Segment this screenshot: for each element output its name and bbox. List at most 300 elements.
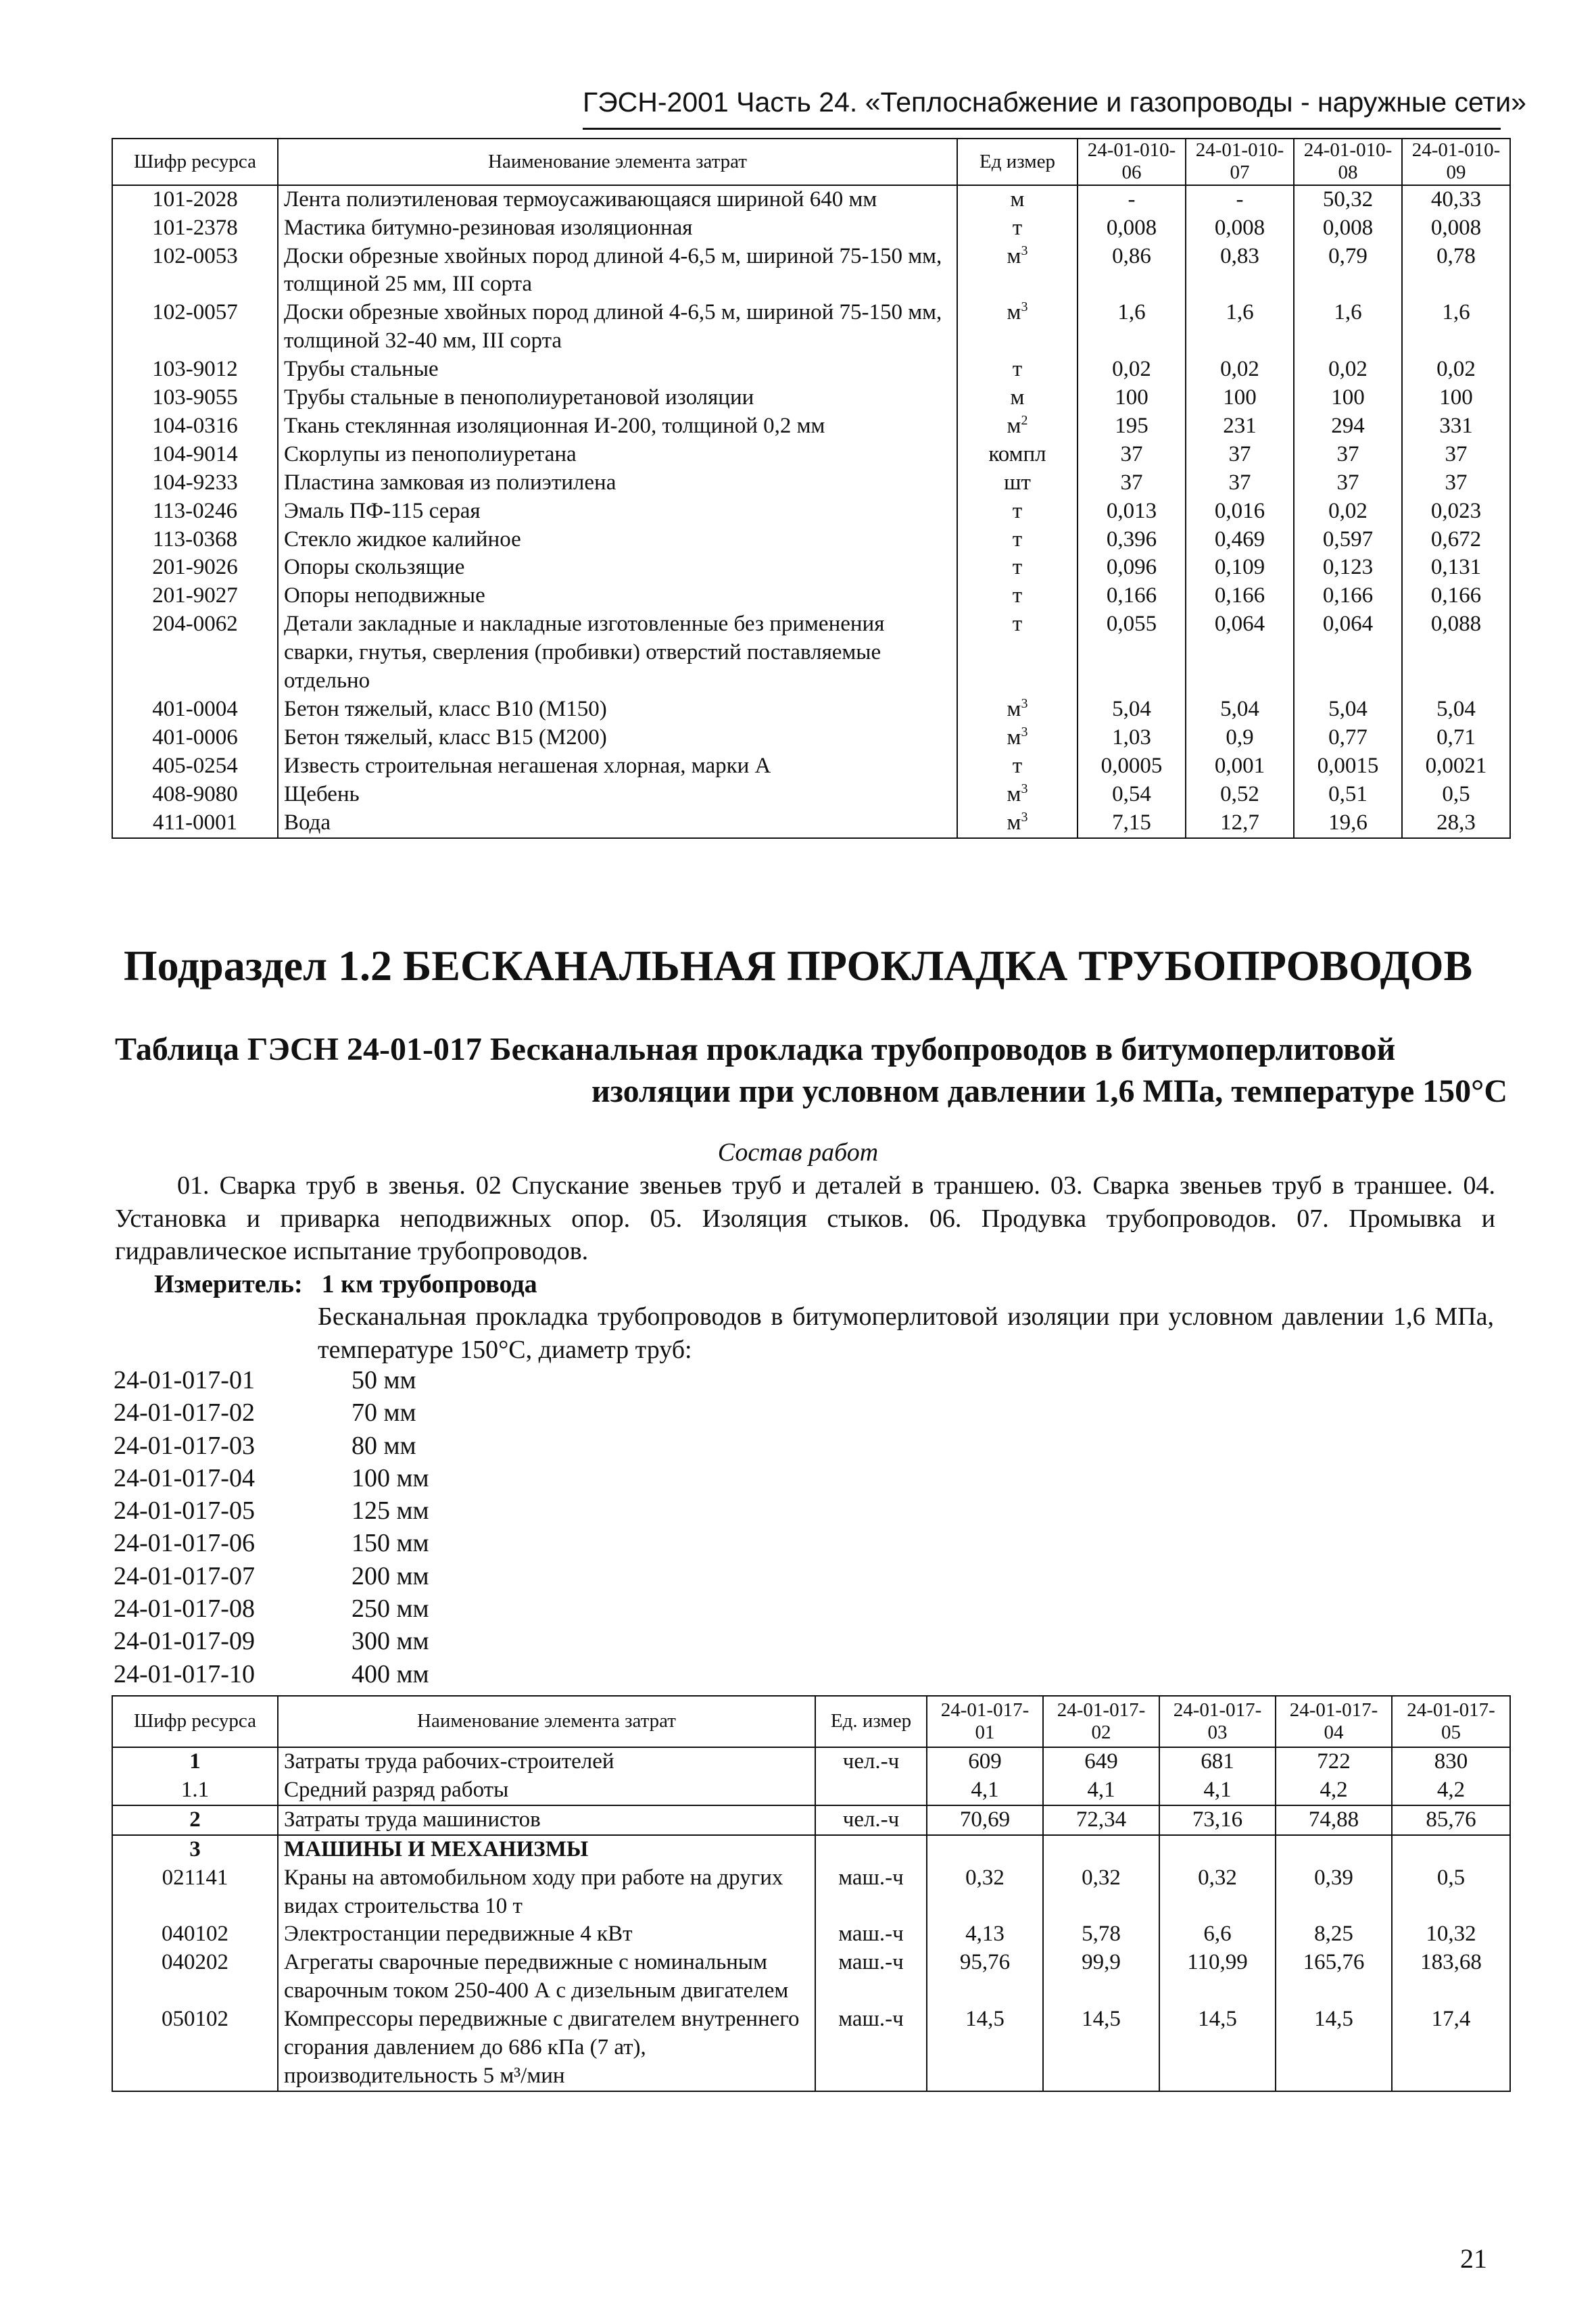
value-cell: 0,023 (1402, 497, 1510, 526)
table-body (112, 1747, 1510, 2091)
diameter-list (114, 1364, 429, 1690)
value-cell: 0,02 (1078, 356, 1186, 384)
value-cell: 12,7 (1186, 809, 1294, 838)
composition-text: 01. Сварка труб в звенья. 02 Спускание звеньев труб и деталей в траншею. 03. Сварка звеньев труб в траншее. 04. Установка и приварка неподвижных опор. 05. Изоляция стыков. 06. Продувка трубопроводов. 07. Промывка и гидравлическое испытание трубопроводов. (115, 1171, 1495, 1266)
value-cell: 4,2 (1276, 1776, 1392, 1805)
value-cell (1043, 1835, 1159, 1864)
header-col: 24-01-010-09 (1402, 139, 1510, 185)
value-cell: 722 (1276, 1747, 1392, 1776)
value-cell: 0,86 (1078, 243, 1186, 299)
unit: шт (1004, 470, 1031, 495)
value-cell: 14,5 (1043, 2005, 1159, 2091)
value-cell: - (1078, 185, 1186, 214)
unit-cell (957, 582, 1078, 610)
resource-name: Трубы стальные в пенополиуретановой изоляции (278, 384, 957, 412)
value-cell: 0,109 (1186, 554, 1294, 582)
value-cell: 1,03 (1078, 724, 1186, 752)
list-item (114, 1560, 429, 1592)
unit-cell (957, 441, 1078, 469)
table-row (112, 809, 1510, 838)
unit: т (1012, 555, 1023, 580)
resource-name: Трубы стальные (278, 356, 957, 384)
value-cell: 195 (1078, 412, 1186, 441)
value-cell: 0,672 (1402, 526, 1510, 554)
list-item (114, 1658, 429, 1690)
list-item (114, 1462, 429, 1494)
value-cell (927, 1835, 1043, 1864)
unit: маш.-ч (815, 2005, 927, 2091)
value-cell: 649 (1043, 1747, 1159, 1776)
table-row (112, 1776, 1510, 1805)
unit: т (1012, 527, 1023, 552)
header-col: 24-01-010-08 (1294, 139, 1402, 185)
unit: м (1007, 243, 1021, 268)
value-cell: 830 (1392, 1747, 1510, 1776)
unit-cell (957, 356, 1078, 384)
value-cell: 6,6 (1159, 1920, 1276, 1949)
header-col: 24-01-017-02 (1043, 1696, 1159, 1747)
table-body (112, 185, 1510, 838)
value-cell: 19,6 (1294, 809, 1402, 838)
value-cell: 37 (1294, 441, 1402, 469)
table-row (112, 299, 1510, 356)
value-cell: 17,4 (1392, 2005, 1510, 2091)
resource-name: Щебень (278, 781, 957, 809)
unit-cell (957, 724, 1078, 752)
table-row (112, 582, 1510, 610)
value-cell: 1,6 (1294, 299, 1402, 356)
value-cell: 37 (1078, 441, 1186, 469)
resource-name: Бетон тяжелый, класс В15 (М200) (278, 724, 957, 752)
unit: т (1012, 612, 1023, 637)
resource-name: Пластина замковая из полиэтилена (278, 469, 957, 497)
resource-code: 2 (112, 1805, 278, 1835)
unit: м (1007, 725, 1021, 750)
norm-code: 24-01-017-03 (114, 1431, 255, 1460)
header-code: Шифр ресурса (112, 139, 278, 185)
unit-exponent: 3 (1021, 243, 1028, 258)
value-cell: 0,008 (1078, 214, 1186, 243)
resource-name: Опоры скользящие (278, 554, 957, 582)
resource-code: 204-0062 (112, 610, 278, 696)
table-row (112, 497, 1510, 526)
resource-code: 104-9233 (112, 469, 278, 497)
value-cell: 72,34 (1043, 1805, 1159, 1835)
unit-cell (957, 497, 1078, 526)
resource-code: 021141 (112, 1864, 278, 1921)
value-cell: 14,5 (1276, 2005, 1392, 2091)
value-cell: - (1186, 185, 1294, 214)
unit (815, 1776, 927, 1805)
norm-code: 24-01-017-10 (114, 1659, 255, 1688)
unit: м (1010, 187, 1025, 212)
header-col: 24-01-010-07 (1186, 139, 1294, 185)
value-cell: 14,5 (927, 2005, 1043, 2091)
meter-line (154, 1269, 537, 1299)
header-code: Шифр ресурса (112, 1696, 278, 1747)
pipe-diameter: 125 мм (352, 1496, 429, 1526)
header-unit: Ед. измер (815, 1696, 927, 1747)
value-cell: 0,02 (1186, 356, 1294, 384)
value-cell (1159, 1835, 1276, 1864)
value-cell: 4,2 (1392, 1776, 1510, 1805)
table-row (112, 696, 1510, 724)
unit: компл (988, 441, 1046, 466)
resource-name: Агрегаты сварочные передвижные с номинальным сварочным током 250-400 А с дизельным двигателем (278, 1949, 815, 2005)
unit (815, 1835, 927, 1864)
unit: чел.-ч (815, 1805, 927, 1835)
value-cell: 0,013 (1078, 497, 1186, 526)
value-cell: 0,131 (1402, 554, 1510, 582)
table-row (112, 554, 1510, 582)
resource-code: 408-9080 (112, 781, 278, 809)
value-cell: 73,16 (1159, 1805, 1276, 1835)
unit: маш.-ч (815, 1920, 927, 1949)
unit-cell (957, 469, 1078, 497)
value-cell: 0,055 (1078, 610, 1186, 696)
resource-name: Средний разряд работы (278, 1776, 815, 1805)
resource-code: 102-0057 (112, 299, 278, 356)
value-cell: 609 (927, 1747, 1043, 1776)
value-cell: 183,68 (1392, 1949, 1510, 2005)
pipe-diameter: 150 мм (352, 1529, 429, 1558)
header-unit: Ед измер (957, 139, 1078, 185)
header-col: 24-01-017-04 (1276, 1696, 1392, 1747)
table-row (112, 724, 1510, 752)
value-cell: 1,6 (1402, 299, 1510, 356)
value-cell: 0,016 (1186, 497, 1294, 526)
value-cell: 0,0015 (1294, 752, 1402, 781)
unit-exponent: 3 (1021, 781, 1028, 796)
list-item (114, 1527, 429, 1559)
composition-heading: Состав работ (717, 1138, 879, 1167)
table-row (112, 526, 1510, 554)
table-row (112, 1920, 1510, 1949)
resource-code: 103-9055 (112, 384, 278, 412)
resource-name: Электростанции передвижные 4 кВт (278, 1920, 815, 1949)
unit-cell (957, 384, 1078, 412)
header-col: 24-01-017-05 (1392, 1696, 1510, 1747)
resource-name: Затраты труда машинистов (278, 1805, 815, 1835)
value-cell: 99,9 (1043, 1949, 1159, 2005)
value-cell: 0,166 (1294, 582, 1402, 610)
table-title-line-1: Таблица ГЭСН 24-01-017 Бесканальная прокладка трубопроводов в битумоперлитовой (115, 1031, 1396, 1067)
meter-value: 1 км трубопровода (321, 1270, 537, 1298)
value-cell: 4,1 (927, 1776, 1043, 1805)
resource-code: 113-0368 (112, 526, 278, 554)
value-cell: 0,008 (1186, 214, 1294, 243)
resource-name: Эмаль ПФ-115 серая (278, 497, 957, 526)
unit-cell (957, 243, 1078, 299)
resource-name: Лента полиэтиленовая термоусаживающаяся шириной 640 мм (278, 185, 957, 214)
resource-code: 405-0254 (112, 752, 278, 781)
value-cell: 85,76 (1392, 1805, 1510, 1835)
value-cell: 294 (1294, 412, 1402, 441)
resource-name: Мастика битумно-резиновая изоляционная (278, 214, 957, 243)
unit-exponent: 3 (1021, 724, 1028, 739)
value-cell: 0,008 (1402, 214, 1510, 243)
unit-cell (957, 185, 1078, 214)
pipe-diameter: 300 мм (352, 1627, 429, 1656)
list-item (114, 1430, 429, 1462)
value-cell: 0,096 (1078, 554, 1186, 582)
list-item (114, 1364, 429, 1396)
table-row (112, 384, 1510, 412)
page-number: 21 (1460, 2243, 1487, 2274)
value-cell: 0,166 (1078, 582, 1186, 610)
resource-name: Известь строительная негашеная хлорная, марки А (278, 752, 957, 781)
value-cell: 5,04 (1402, 696, 1510, 724)
unit-exponent: 3 (1021, 299, 1028, 315)
value-cell: 100 (1294, 384, 1402, 412)
value-cell: 14,5 (1159, 2005, 1276, 2091)
value-cell: 0,166 (1402, 582, 1510, 610)
unit-exponent: 3 (1021, 809, 1028, 825)
resource-name: Затраты труда рабочих-строителей (278, 1747, 815, 1776)
value-cell (1276, 1835, 1392, 1864)
resource-code: 401-0006 (112, 724, 278, 752)
table-row (112, 2005, 1510, 2091)
value-cell: 0,064 (1294, 610, 1402, 696)
resource-name: Доски обрезные хвойных пород длиной 4-6,5 м, шириной 75-150 мм, толщиной 25 мм, III сорта (278, 243, 957, 299)
value-cell: 0,02 (1294, 497, 1402, 526)
header-col: 24-01-017-03 (1159, 1696, 1276, 1747)
resource-name: Компрессоры передвижные с двигателем внутреннего сгорания давлением до 686 кПа (7 ат), производительность 5 м³/мин (278, 2005, 815, 2091)
value-cell (1392, 1835, 1510, 1864)
table-row (112, 1949, 1510, 2005)
resource-name: Вода (278, 809, 957, 838)
pipe-diameter: 250 мм (352, 1594, 429, 1624)
value-cell: 0,008 (1294, 214, 1402, 243)
resource-name: Доски обрезные хвойных пород длиной 4-6,5 м, шириной 75-150 мм, толщиной 32-40 мм, III сорта (278, 299, 957, 356)
value-cell: 1,6 (1186, 299, 1294, 356)
list-item (114, 1396, 429, 1429)
unit-cell (957, 781, 1078, 809)
resource-code: 104-0316 (112, 412, 278, 441)
table-row (112, 781, 1510, 809)
resource-code: 401-0004 (112, 696, 278, 724)
value-cell: 0,32 (927, 1864, 1043, 1921)
pipe-diameter: 50 мм (352, 1366, 416, 1394)
unit: м (1007, 697, 1021, 721)
value-cell: 100 (1186, 384, 1294, 412)
unit-cell (957, 610, 1078, 696)
value-cell: 110,99 (1159, 1949, 1276, 2005)
value-cell: 10,32 (1392, 1920, 1510, 1949)
resource-name: Детали закладные и накладные изготовленные без применения сварки, гнутья, сверления (пробивки) отверстий поставляемые отдельно (278, 610, 957, 696)
unit: м (1007, 413, 1021, 438)
resource-code: 103-9012 (112, 356, 278, 384)
header-name: Наименование элемента затрат (278, 1696, 815, 1747)
value-cell: 0,78 (1402, 243, 1510, 299)
meter-label: Измеритель: (154, 1270, 303, 1298)
table-row (112, 1805, 1510, 1835)
unit: т (1012, 583, 1023, 608)
value-cell: 4,13 (927, 1920, 1043, 1949)
unit-cell (957, 752, 1078, 781)
value-cell: 0,064 (1186, 610, 1294, 696)
subsection-title: Подраздел 1.2 БЕСКАНАЛЬНАЯ ПРОКЛАДКА ТРУБОПРОВОДОВ (123, 942, 1473, 990)
unit: т (1012, 498, 1023, 523)
value-cell: 28,3 (1402, 809, 1510, 838)
table-title-line-2: изоляции при условном давлении 1,6 МПа, температуре 150°С (591, 1073, 1507, 1110)
value-cell: 0,123 (1294, 554, 1402, 582)
table-row (112, 1864, 1510, 1921)
unit: м (1007, 810, 1021, 835)
value-cell: 0,469 (1186, 526, 1294, 554)
value-cell: 0,001 (1186, 752, 1294, 781)
resource-code: 101-2378 (112, 214, 278, 243)
header-name: Наименование элемента затрат (278, 139, 957, 185)
value-cell: 0,166 (1186, 582, 1294, 610)
resource-code: 1.1 (112, 1776, 278, 1805)
value-cell: 0,83 (1186, 243, 1294, 299)
resource-code: 040202 (112, 1949, 278, 2005)
value-cell: 331 (1402, 412, 1510, 441)
value-cell: 0,39 (1276, 1864, 1392, 1921)
unit-cell (957, 696, 1078, 724)
value-cell: 0,9 (1186, 724, 1294, 752)
norm-code: 24-01-017-04 (114, 1463, 255, 1492)
value-cell: 95,76 (927, 1949, 1043, 2005)
value-cell: 0,02 (1402, 356, 1510, 384)
value-cell: 0,54 (1078, 781, 1186, 809)
table-row (112, 1747, 1510, 1776)
list-item (114, 1592, 429, 1625)
resource-name: Ткань стеклянная изоляционная И-200, толщиной 0,2 мм (278, 412, 957, 441)
value-cell: 5,04 (1186, 696, 1294, 724)
value-cell: 0,79 (1294, 243, 1402, 299)
resource-code: 050102 (112, 2005, 278, 2091)
resource-code: 201-9026 (112, 554, 278, 582)
value-cell: 5,04 (1294, 696, 1402, 724)
value-cell: 100 (1402, 384, 1510, 412)
unit-exponent: 2 (1021, 412, 1028, 428)
table-row (112, 185, 1510, 214)
resource-code: 411-0001 (112, 809, 278, 838)
list-item (114, 1625, 429, 1657)
norm-code: 24-01-017-05 (114, 1496, 255, 1526)
norm-code: 24-01-017-02 (114, 1398, 255, 1428)
value-cell: 37 (1078, 469, 1186, 497)
pipe-diameter: 400 мм (352, 1659, 429, 1688)
value-cell: 0,5 (1402, 781, 1510, 809)
resource-code: 3 (112, 1835, 278, 1864)
value-cell: 100 (1078, 384, 1186, 412)
resource-name: Краны на автомобильном ходу при работе на других видах строительства 10 т (278, 1864, 815, 1921)
header-col: 24-01-010-06 (1078, 139, 1186, 185)
value-cell: 8,25 (1276, 1920, 1392, 1949)
norm-code: 24-01-017-07 (114, 1561, 255, 1590)
norm-code: 24-01-017-06 (114, 1529, 255, 1558)
unit: т (1012, 753, 1023, 778)
value-cell: 0,396 (1078, 526, 1186, 554)
unit-cell (957, 554, 1078, 582)
value-cell: 4,1 (1043, 1776, 1159, 1805)
value-cell: 231 (1186, 412, 1294, 441)
value-cell: 37 (1402, 469, 1510, 497)
resource-name: Опоры неподвижные (278, 582, 957, 610)
resource-name: Бетон тяжелый, класс В10 (М150) (278, 696, 957, 724)
table-row (112, 1835, 1510, 1864)
resource-code: 101-2028 (112, 185, 278, 214)
value-cell: 5,78 (1043, 1920, 1159, 1949)
unit-cell (957, 299, 1078, 356)
table-row (112, 214, 1510, 243)
resource-name: Скорлупы из пенополиуретана (278, 441, 957, 469)
unit: чел.-ч (815, 1747, 927, 1776)
table-row (112, 356, 1510, 384)
value-cell: 37 (1186, 469, 1294, 497)
value-cell: 37 (1402, 441, 1510, 469)
pipe-diameter: 200 мм (352, 1561, 429, 1590)
value-cell: 0,71 (1402, 724, 1510, 752)
resources-table-24-01-017 (112, 1695, 1511, 2092)
pipe-diameter: 80 мм (352, 1431, 416, 1460)
table-row (112, 610, 1510, 696)
running-header: ГЭСН-2001 Часть 24. «Теплоснабжение и газопроводы - наружные сети» (583, 87, 1501, 130)
unit: м (1007, 781, 1021, 806)
unit: т (1012, 357, 1023, 382)
unit-cell (957, 412, 1078, 441)
value-cell: 0,0021 (1402, 752, 1510, 781)
value-cell: 0,088 (1402, 610, 1510, 696)
value-cell: 0,77 (1294, 724, 1402, 752)
unit-cell (957, 526, 1078, 554)
table-row (112, 441, 1510, 469)
value-cell: 5,04 (1078, 696, 1186, 724)
value-cell: 40,33 (1402, 185, 1510, 214)
value-cell: 0,32 (1159, 1864, 1276, 1921)
resource-code: 1 (112, 1747, 278, 1776)
value-cell: 0,52 (1186, 781, 1294, 809)
value-cell: 1,6 (1078, 299, 1186, 356)
resource-code: 201-9027 (112, 582, 278, 610)
unit: т (1012, 215, 1023, 240)
value-cell: 7,15 (1078, 809, 1186, 838)
norm-code: 24-01-017-01 (114, 1366, 255, 1394)
norm-code: 24-01-017-09 (114, 1627, 255, 1656)
value-cell: 50,32 (1294, 185, 1402, 214)
value-cell: 0,0005 (1078, 752, 1186, 781)
value-cell: 165,76 (1276, 1949, 1392, 2005)
resource-code: 104-9014 (112, 441, 278, 469)
pipe-diameter: 100 мм (352, 1463, 429, 1492)
value-cell: 37 (1186, 441, 1294, 469)
resource-name: МАШИНЫ И МЕХАНИЗМЫ (278, 1835, 815, 1864)
unit: маш.-ч (815, 1864, 927, 1921)
table-title (115, 1029, 1507, 1113)
header-col: 24-01-017-01 (927, 1696, 1043, 1747)
resources-table-24-01-010 (112, 138, 1511, 839)
resource-code: 113-0246 (112, 497, 278, 526)
norm-code: 24-01-017-08 (114, 1594, 255, 1624)
resource-code: 102-0053 (112, 243, 278, 299)
value-cell: 0,5 (1392, 1864, 1510, 1921)
table-row (112, 752, 1510, 781)
value-cell: 4,1 (1159, 1776, 1276, 1805)
table-row (112, 469, 1510, 497)
value-cell: 681 (1159, 1747, 1276, 1776)
unit: маш.-ч (815, 1949, 927, 2005)
description: Бесканальная прокладка трубопроводов в битумоперлитовой изоляции при условном давлении 1,6 МПа, температуре 150°С, диаметр труб: (318, 1302, 1494, 1364)
unit-exponent: 3 (1021, 696, 1028, 711)
value-cell: 0,02 (1294, 356, 1402, 384)
list-item (114, 1494, 429, 1527)
value-cell: 0,597 (1294, 526, 1402, 554)
value-cell: 0,32 (1043, 1864, 1159, 1921)
unit-cell (957, 809, 1078, 838)
